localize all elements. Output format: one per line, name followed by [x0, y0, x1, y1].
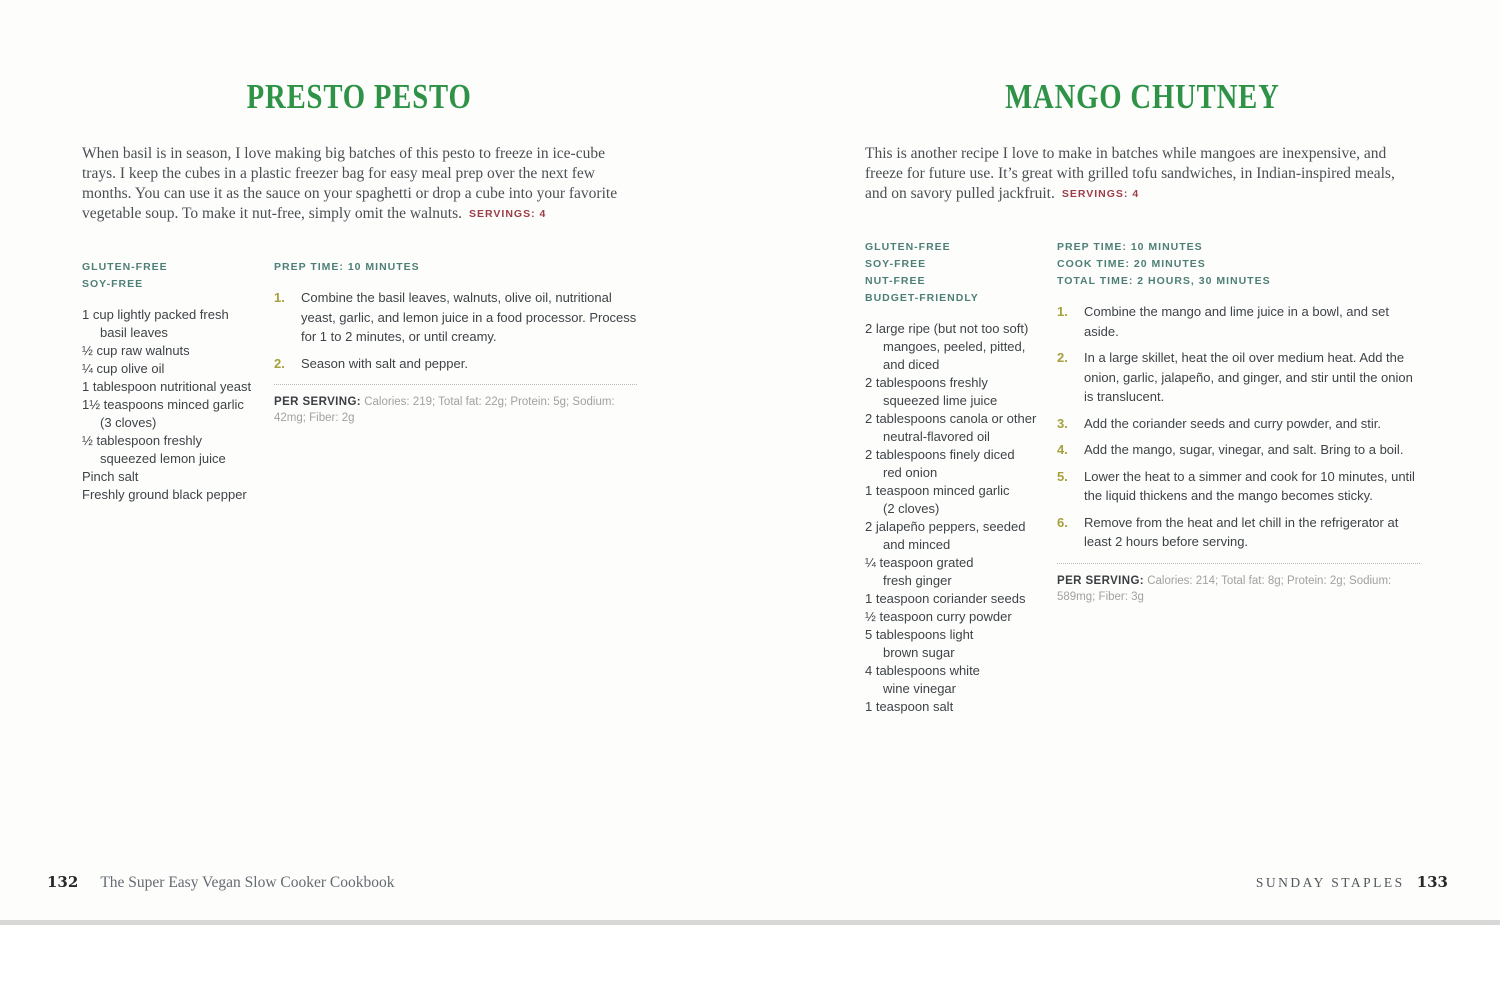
ingredient-line: 2 jalapeño peppers, seeded: [865, 519, 1026, 534]
step-text: Add the coriander seeds and curry powder, and stir.: [1084, 415, 1382, 431]
dietary-tag: NUT-FREE: [865, 275, 926, 287]
per-serving-label: PER SERVING:: [274, 396, 362, 408]
directions-column: [274, 259, 637, 504]
ingredient-line: (2 cloves): [883, 501, 940, 516]
ingredient-line: ½ teaspoon curry powder: [865, 609, 1012, 624]
direction-step: [1057, 302, 1420, 341]
ingredients-column: [865, 239, 1040, 716]
step-number: 4.: [1057, 442, 1068, 457]
ingredient-item: [865, 662, 1040, 698]
per-serving-divider: [1057, 563, 1420, 564]
ingredient-line: ½ cup raw walnuts: [82, 343, 190, 358]
ingredients-column: [82, 259, 257, 504]
recipe-body: [865, 239, 1420, 716]
dietary-tag: SOY-FREE: [82, 278, 144, 290]
ingredient-line: squeezed lemon juice: [100, 451, 226, 466]
ingredient-line: squeezed lime juice: [883, 393, 998, 408]
ingredient-item: [82, 468, 257, 486]
ingredient-item: [865, 446, 1040, 482]
direction-step: [1057, 440, 1420, 460]
ingredient-line: 4 tablespoons white: [865, 663, 980, 678]
intro-text: When basil is in season, I love making big batches of this pesto to freeze in ice-cube trays. I keep the cubes in a plastic freezer bag for easy meal prep over the next few months. You can use it as the sauce on your spaghetti or drop a cube into your favorite vegetable soup. To make it nut-free, simply omit the walnuts.: [82, 145, 618, 222]
step-text: In a large skillet, heat the oil over medium heat. Add the onion, garlic, jalapeño, and ginger, and stir until the onion is translucent.: [1084, 350, 1413, 404]
intro-text: This is another recipe I love to make in batches while mangoes are inexpensive, and freeze for future use. It’s great with grilled tofu sandwiches, in Indian-inspired meals, and on savory pulled jackfruit.: [865, 145, 1395, 202]
ingredient-line: wine vinegar: [883, 681, 956, 696]
ingredient-line: 1 tablespoon nutritional yeast: [82, 379, 252, 394]
left-page-footer: [47, 873, 395, 892]
ingredient-line: 1 teaspoon salt: [865, 699, 954, 714]
book-title: The Super Easy Vegan Slow Cooker Cookbook: [100, 874, 395, 891]
ingredient-item: [82, 432, 257, 468]
ingredients-list: [865, 320, 1040, 716]
ingredient-item: [865, 518, 1040, 554]
recipe-title-text: MANGO CHUTNEY: [1005, 77, 1280, 116]
step-number: 2.: [274, 355, 285, 371]
ingredient-item: [865, 374, 1040, 410]
ingredient-line: neutral-flavored oil: [883, 429, 990, 444]
direction-step: [1057, 348, 1420, 407]
step-number: 6.: [1057, 514, 1068, 530]
step-text: Combine the mango and lime juice in a bowl, and set aside.: [1084, 304, 1389, 339]
ingredient-item: [865, 608, 1040, 626]
ingredient-line: red onion: [883, 465, 938, 480]
ingredient-line: 2 tablespoons freshly: [865, 375, 988, 390]
per-serving-info: [274, 394, 637, 426]
step-text: Combine the basil leaves, walnuts, olive oil, nutritional yeast, garlic, and lemon juice in a food processor. Process for 1 to 2 minutes, or until creamy.: [301, 290, 637, 344]
ingredient-line: 1½ teaspoons minced garlic: [82, 397, 244, 412]
per-serving-divider: [274, 384, 637, 385]
ingredient-line: ½ tablespoon freshly: [82, 433, 202, 448]
dietary-tag: GLUTEN-FREE: [82, 261, 168, 273]
recipe-title-text: PRESTO PESTO: [247, 77, 472, 116]
section-title: SUNDAY STAPLES: [1255, 875, 1405, 890]
ingredient-line: ¼ teaspoon grated: [865, 555, 974, 570]
step-number: 5.: [1057, 468, 1068, 484]
ingredient-line: 1 teaspoon coriander seeds: [865, 591, 1026, 606]
page-bottom-edge: [0, 920, 1500, 925]
time-info: [274, 259, 637, 276]
recipe-title-presto-pesto: [82, 76, 637, 118]
step-text: Season with salt and pepper.: [301, 355, 468, 371]
ingredient-item: [82, 360, 257, 378]
recipe-body: [82, 259, 637, 504]
ingredient-line: mangoes, peeled, pitted,: [883, 339, 1026, 354]
ingredient-line: fresh ginger: [883, 573, 952, 588]
dietary-tag: SOY-FREE: [865, 258, 927, 270]
time-line: TOTAL TIME: 2 HOURS, 30 MINUTES: [1057, 275, 1271, 287]
ingredient-line: Pinch salt: [82, 469, 139, 484]
right-page-footer: [1256, 873, 1448, 892]
ingredient-line: 5 tablespoons light: [865, 627, 974, 642]
page-number-right: 133: [1416, 873, 1448, 891]
ingredient-item: [865, 482, 1040, 518]
dietary-tags: [865, 239, 1040, 307]
step-number: 1.: [1057, 304, 1068, 319]
recipe-intro: [82, 144, 637, 225]
per-serving-values: Calories: 219; Total fat: 22g; Protein: 5g; Sodium: 42mg; Fiber: 2g: [274, 396, 615, 424]
direction-step: [1057, 513, 1420, 552]
ingredient-item: [865, 698, 1040, 716]
ingredient-line: 1 cup lightly packed fresh: [82, 307, 229, 322]
ingredient-item: [82, 486, 257, 504]
servings-badge: SERVINGS: 4: [1061, 188, 1140, 200]
step-text: Add the mango, sugar, vinegar, and salt. Bring to a boil.: [1084, 442, 1404, 457]
ingredient-line: 2 large ripe (but not too soft): [865, 321, 1029, 336]
time-info: [1057, 239, 1420, 290]
ingredient-item: [82, 342, 257, 360]
ingredient-item: [82, 306, 257, 342]
step-text: Remove from the heat and let chill in the refrigerator at least 2 hours before serving.: [1084, 514, 1399, 549]
ingredient-item: [865, 554, 1040, 590]
ingredient-line: 2 tablespoons finely diced: [865, 447, 1015, 462]
ingredient-line: Freshly ground black pepper: [82, 487, 247, 502]
dietary-tag: GLUTEN-FREE: [865, 241, 951, 253]
right-page: [750, 0, 1500, 920]
time-line: PREP TIME: 10 MINUTES: [1057, 241, 1203, 253]
time-line: PREP TIME: 10 MINUTES: [274, 261, 420, 273]
ingredient-item: [82, 378, 257, 396]
direction-step: [1057, 414, 1420, 434]
direction-step: [274, 354, 637, 374]
per-serving-info: [1057, 573, 1420, 605]
ingredient-line: and minced: [883, 537, 951, 552]
left-page: [0, 0, 750, 920]
direction-step: [1057, 467, 1420, 506]
recipe-intro: [865, 144, 1420, 205]
ingredient-item: [82, 396, 257, 432]
ingredients-list: [82, 306, 257, 504]
dietary-tags: [82, 259, 257, 293]
page-number-left: 132: [47, 873, 79, 891]
directions-list: [1057, 302, 1420, 552]
ingredient-item: [865, 626, 1040, 662]
ingredient-line: and diced: [883, 357, 940, 372]
per-serving-label: PER SERVING:: [1057, 574, 1145, 587]
time-line: COOK TIME: 20 MINUTES: [1057, 258, 1206, 270]
step-number: 2.: [1057, 350, 1068, 365]
directions-column: [1057, 239, 1420, 716]
ingredient-line: basil leaves: [100, 325, 168, 340]
ingredient-item: [865, 590, 1040, 608]
step-text: Lower the heat to a simmer and cook for 10 minutes, until the liquid thickens and the mango becomes sticky.: [1084, 468, 1415, 503]
ingredient-line: ¼ cup olive oil: [82, 361, 165, 376]
dietary-tag: BUDGET-FRIENDLY: [865, 292, 979, 304]
ingredient-line: 2 tablespoons canola or other: [865, 411, 1037, 426]
ingredient-line: brown sugar: [883, 645, 955, 660]
per-serving-values: Calories: 214; Total fat: 8g; Protein: 2g; Sodium: 589mg; Fiber: 3g: [1057, 574, 1392, 603]
recipe-title-mango-chutney: [865, 76, 1420, 118]
directions-list: [274, 288, 637, 373]
step-number: 3.: [1057, 415, 1068, 431]
direction-step: [274, 288, 637, 347]
ingredient-line: 1 teaspoon minced garlic: [865, 483, 1010, 498]
servings-badge: SERVINGS: 4: [469, 208, 547, 220]
step-number: 1.: [274, 290, 285, 305]
ingredient-line: (3 cloves): [100, 415, 157, 430]
ingredient-item: [865, 320, 1040, 374]
ingredient-item: [865, 410, 1040, 446]
